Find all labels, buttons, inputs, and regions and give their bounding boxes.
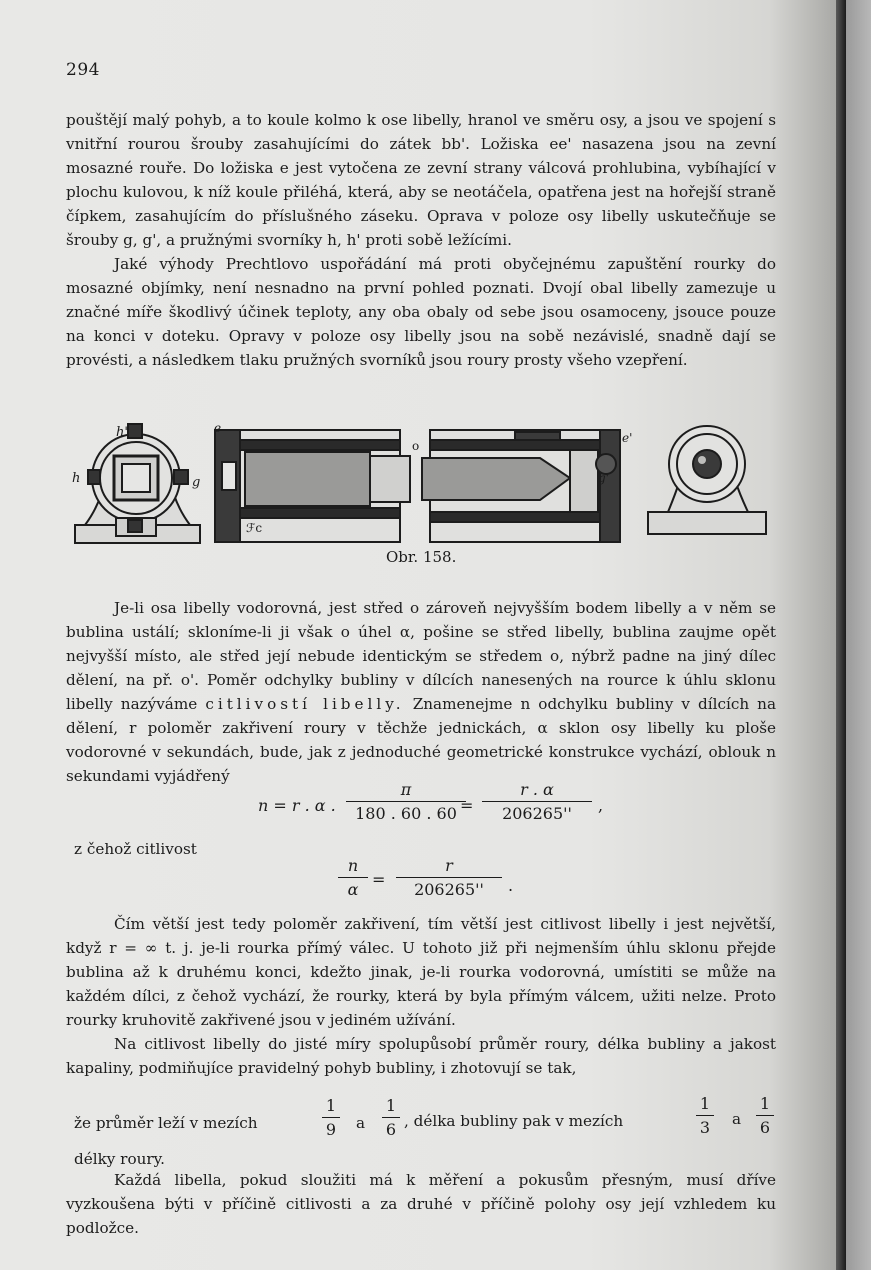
paragraph-continuation: pouštějí malý pohyb, a to koule kolmo k ose libelly, hranol ve směru osy, a jsou ve spojení s vnitřní rourou šrouby zasahujícími do zátek bb'. Ložiska ee' nasazena jsou na zevní mosazné rouře. Do ložiska e jest vytočena ze zevní strany válcová prohlubina, vybíhající v plochu kulovou, k níž koule přiléhá, která, aby se neotáčela, opatřena jest na hořejší straně čípkem, zasahujícím do příslušného záseku. Oprava v poloze osy libelly uskutečňuje se šrouby g, g', a pružnými svorníky h, h' proti sobě ležícími. <box>66 111 776 249</box>
range-f1-num: 1 <box>325 1096 337 1115</box>
range-f3-bar <box>696 1115 714 1116</box>
page-number: 294 <box>66 60 100 80</box>
paragraph-polomer: Čím větší jest tedy poloměr zakřivení, tím větší jest citlivost libelly i jest největší, když r = ∞ t. j. je-li rourka přímý válec. U tohoto již při nejmenším úhlu sklonu přejde bublina až k druhému konci, kdežto jinak, je-li rourka vodorovná, umístiti se může na každém dílci, z čehož vychází, že rourky, která by byla přímým válcem, užiti nelze. Proto rourky kruhovitě zakřivené jsou v jediném užívání. <box>66 915 776 1029</box>
figure-caption: Obr. 158. <box>386 548 457 566</box>
range-a-1: a <box>356 1114 366 1132</box>
range-f2-num: 1 <box>385 1096 397 1115</box>
figure-label-e-prime: e' <box>622 431 633 445</box>
range-f3-den: 3 <box>699 1118 711 1137</box>
eq1-f2-den: 206265'' <box>502 804 572 823</box>
paragraph-prechtl: Jaké výhody Prechtlovo uspořádání má proti obyčejnému zapuštění rourky do mosazné objímky, není nesnadno na první pohled poznati. Dvojí obal libelly zamezuje u značné míře škodlivý účinek teploty, any oba obaly od sebe jsou osamoceny, jsouce pouze na konci v doteku. Opravy v poloze osy libelly jsou na sobě nezávislé, snadně dají se provésti, a následkem tlaku pružných svorníků jsou roury prosty všeho vzepření. <box>66 255 776 369</box>
figure-label-o: o <box>412 439 420 453</box>
paragraph-kazda-libella: Každá libella, pokud sloužiti má k měření a pokusům přesným, musí dříve vyzkoušena býti v příčině citlivosti a za druhé v příčině polohy osy její vzhledem ku podložce. <box>66 1171 776 1237</box>
eq2-fraction-1 <box>338 856 368 899</box>
next-page-edge <box>846 0 871 1270</box>
eq2-fraction-2 <box>396 856 502 899</box>
eq2-equals: = <box>372 870 386 889</box>
figure-label-g: g <box>192 475 201 490</box>
range-f3-num: 1 <box>699 1094 711 1113</box>
section-view-right <box>422 430 620 542</box>
range-f1-bar <box>322 1117 340 1118</box>
range-f2-den: 6 <box>385 1120 397 1139</box>
eq1-f1-den: 180 . 60 . 60 <box>355 804 457 823</box>
eq2-f1-den: α <box>347 880 359 899</box>
citlivost-label: z čehož citlivost <box>74 840 197 858</box>
eq1-fraction-2 <box>482 780 592 823</box>
figure-158 <box>70 420 775 550</box>
eq1-equals: = <box>460 796 474 815</box>
end-view-left <box>75 424 200 543</box>
range-mid: , délka bubliny pak v mezích <box>404 1112 624 1130</box>
emphasis-citlivost: citlivostí libelly. <box>205 695 405 713</box>
end-view-right <box>648 426 766 534</box>
range-frac-2 <box>382 1096 400 1139</box>
range-f4-bar <box>756 1115 774 1116</box>
range-f2-bar <box>382 1117 400 1118</box>
paragraph-citlivost <box>66 596 776 788</box>
figure-label-g-prime: g' <box>598 471 609 485</box>
range-lead: že průměr leží v mezích <box>74 1114 258 1132</box>
paragraph-citlivost-b: Znamenejme n odchylku bubliny v dílcích na dělení, r poloměr zakřivení roury v těchže jednickách, α sklon osy libelly ku ploše vodorovné v sekundách, bude, jak z jednoduché geometrické konstrukce vychází, oblouk n sekundami vyjádřený <box>66 695 777 785</box>
eq2-f1-bar <box>338 877 368 878</box>
figure-label-fc: ℱc <box>246 521 263 535</box>
range-frac-3 <box>696 1094 714 1137</box>
range-frac-4 <box>756 1094 774 1137</box>
paragraph-block-top <box>66 108 776 372</box>
paragraph-block-bottom <box>66 912 776 1080</box>
eq1-f2-bar <box>482 801 592 802</box>
range-f4-den: 6 <box>759 1118 771 1137</box>
range-f1-den: 9 <box>325 1120 337 1139</box>
book-gutter <box>836 0 846 1270</box>
paragraph-citlivost-a: Je-li osa libelly vodorovná, jest střed o zároveň nejvyšším bodem libelly a v něm se bublina ustálí; skloníme-li ji však o úhel α, pošine se střed libelly, bublina zaujme opět nejvyšší místo, ale střed její nebude identickým se středem o, nýbrž padne na jiný dílec dělení, na př. o'. Poměr odchylky bubliny v dílcích nanesených na rource k úhlu sklonu libelly nazýváme <box>66 599 776 713</box>
range-f4-num: 1 <box>759 1094 771 1113</box>
paragraph-block-last <box>66 1168 776 1240</box>
eq1-f1-num: π <box>400 780 412 799</box>
section-view-left <box>215 430 410 542</box>
eq2-f1-num: n <box>347 856 359 875</box>
delky-roury: délky roury. <box>74 1150 166 1168</box>
eq1-f1-bar <box>346 801 466 802</box>
paragraph-block-mid <box>66 596 776 788</box>
eq1-lhs: n = r . α . <box>258 796 336 815</box>
eq1-comma: , <box>598 796 604 815</box>
figure-label-h-prime: h' <box>116 425 128 440</box>
figure-label-e: e <box>214 421 222 435</box>
eq1-f2-num: r . α <box>520 780 554 799</box>
eq2-period: . <box>508 876 514 895</box>
range-frac-1 <box>322 1096 340 1139</box>
eq1-fraction-1 <box>346 780 466 823</box>
eq2-f2-den: 206265'' <box>414 880 484 899</box>
eq2-f2-num: r <box>445 856 453 875</box>
paragraph-prumer: Na citlivost libelly do jisté míry spolupůsobí průměr roury, délka bubliny a jakost kapaliny, podmiňujíce pravidelný pohyb bubliny, i zhotovují se tak, <box>66 1035 776 1077</box>
eq2-f2-bar <box>396 877 502 878</box>
range-a-2: a <box>732 1110 742 1128</box>
figure-label-h: h <box>72 471 81 486</box>
